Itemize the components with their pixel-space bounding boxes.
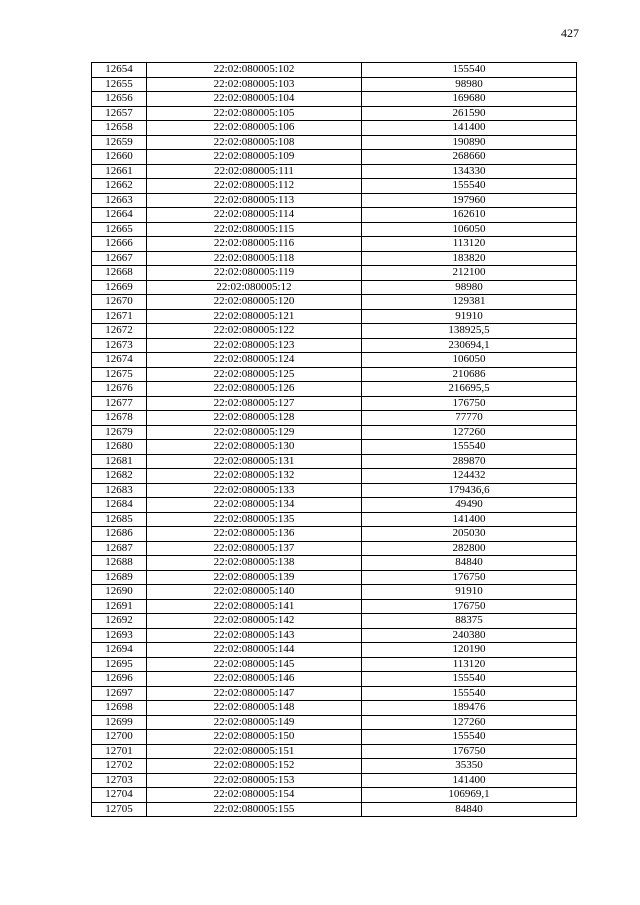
registry-table (91, 62, 577, 817)
value-cell: 98980 (362, 280, 577, 295)
cadastral-number-cell: 22:02:080005:134 (147, 498, 362, 513)
row-number-cell: 12688 (92, 556, 147, 571)
cadastral-number-cell: 22:02:080005:123 (147, 338, 362, 353)
table-row (92, 483, 577, 498)
table-row (92, 324, 577, 339)
table-row (92, 309, 577, 324)
row-number-cell: 12661 (92, 164, 147, 179)
cadastral-number-cell: 22:02:080005:12 (147, 280, 362, 295)
table-row (92, 556, 577, 571)
value-cell: 138925,5 (362, 324, 577, 339)
row-number-cell: 12677 (92, 396, 147, 411)
cadastral-number-cell: 22:02:080005:135 (147, 512, 362, 527)
cadastral-number-cell: 22:02:080005:142 (147, 614, 362, 629)
cadastral-number-cell: 22:02:080005:129 (147, 425, 362, 440)
value-cell: 106050 (362, 222, 577, 237)
value-cell: 155540 (362, 686, 577, 701)
table-row (92, 744, 577, 759)
value-cell: 113120 (362, 237, 577, 252)
value-cell: 106969,1 (362, 788, 577, 803)
cadastral-number-cell: 22:02:080005:125 (147, 367, 362, 382)
table-row (92, 454, 577, 469)
value-cell: 155540 (362, 63, 577, 78)
cadastral-number-cell: 22:02:080005:136 (147, 527, 362, 542)
cadastral-number-cell: 22:02:080005:120 (147, 295, 362, 310)
cadastral-number-cell: 22:02:080005:109 (147, 150, 362, 165)
row-number-cell: 12664 (92, 208, 147, 223)
value-cell: 210686 (362, 367, 577, 382)
value-cell: 141400 (362, 121, 577, 136)
value-cell: 106050 (362, 353, 577, 368)
table-row (92, 715, 577, 730)
cadastral-number-cell: 22:02:080005:106 (147, 121, 362, 136)
cadastral-number-cell: 22:02:080005:128 (147, 411, 362, 426)
row-number-cell: 12690 (92, 585, 147, 600)
table-row (92, 570, 577, 585)
value-cell: 84840 (362, 556, 577, 571)
table-row (92, 469, 577, 484)
table-row (92, 701, 577, 716)
table-row (92, 541, 577, 556)
row-number-cell: 12673 (92, 338, 147, 353)
table-row (92, 193, 577, 208)
cadastral-number-cell: 22:02:080005:151 (147, 744, 362, 759)
value-cell: 127260 (362, 715, 577, 730)
row-number-cell: 12697 (92, 686, 147, 701)
cadastral-number-cell: 22:02:080005:147 (147, 686, 362, 701)
value-cell: 230694,1 (362, 338, 577, 353)
cadastral-number-cell: 22:02:080005:115 (147, 222, 362, 237)
row-number-cell: 12685 (92, 512, 147, 527)
cadastral-number-cell: 22:02:080005:126 (147, 382, 362, 397)
cadastral-number-cell: 22:02:080005:116 (147, 237, 362, 252)
value-cell: 98980 (362, 77, 577, 92)
row-number-cell: 12683 (92, 483, 147, 498)
table-row (92, 628, 577, 643)
cadastral-number-cell: 22:02:080005:139 (147, 570, 362, 585)
table-row (92, 788, 577, 803)
table-row (92, 353, 577, 368)
row-number-cell: 12692 (92, 614, 147, 629)
table-row (92, 759, 577, 774)
table-row (92, 773, 577, 788)
row-number-cell: 12676 (92, 382, 147, 397)
value-cell: 120190 (362, 643, 577, 658)
table-row (92, 164, 577, 179)
row-number-cell: 12681 (92, 454, 147, 469)
row-number-cell: 12682 (92, 469, 147, 484)
row-number-cell: 12680 (92, 440, 147, 455)
registry-table-body (92, 63, 577, 817)
row-number-cell: 12686 (92, 527, 147, 542)
cadastral-number-cell: 22:02:080005:144 (147, 643, 362, 658)
table-row (92, 440, 577, 455)
value-cell: 289870 (362, 454, 577, 469)
row-number-cell: 12678 (92, 411, 147, 426)
table-row (92, 411, 577, 426)
table-row (92, 77, 577, 92)
row-number-cell: 12658 (92, 121, 147, 136)
cadastral-number-cell: 22:02:080005:118 (147, 251, 362, 266)
row-number-cell: 12671 (92, 309, 147, 324)
cadastral-number-cell: 22:02:080005:127 (147, 396, 362, 411)
cadastral-number-cell: 22:02:080005:130 (147, 440, 362, 455)
table-row (92, 237, 577, 252)
table-row (92, 527, 577, 542)
table-row (92, 425, 577, 440)
value-cell: 205030 (362, 527, 577, 542)
value-cell: 91910 (362, 585, 577, 600)
row-number-cell: 12700 (92, 730, 147, 745)
value-cell: 176750 (362, 599, 577, 614)
table-row (92, 585, 577, 600)
value-cell: 134330 (362, 164, 577, 179)
value-cell: 35350 (362, 759, 577, 774)
table-row (92, 106, 577, 121)
value-cell: 183820 (362, 251, 577, 266)
cadastral-number-cell: 22:02:080005:103 (147, 77, 362, 92)
row-number-cell: 12701 (92, 744, 147, 759)
row-number-cell: 12702 (92, 759, 147, 774)
row-number-cell: 12691 (92, 599, 147, 614)
value-cell: 127260 (362, 425, 577, 440)
cadastral-number-cell: 22:02:080005:122 (147, 324, 362, 339)
row-number-cell: 12668 (92, 266, 147, 281)
table-row (92, 63, 577, 78)
value-cell: 212100 (362, 266, 577, 281)
cadastral-number-cell: 22:02:080005:150 (147, 730, 362, 745)
value-cell: 141400 (362, 512, 577, 527)
row-number-cell: 12704 (92, 788, 147, 803)
value-cell: 176750 (362, 396, 577, 411)
value-cell: 240380 (362, 628, 577, 643)
value-cell: 190890 (362, 135, 577, 150)
value-cell: 49490 (362, 498, 577, 513)
row-number-cell: 12694 (92, 643, 147, 658)
table-row (92, 672, 577, 687)
value-cell: 268660 (362, 150, 577, 165)
table-row (92, 802, 577, 817)
value-cell: 113120 (362, 657, 577, 672)
cadastral-number-cell: 22:02:080005:112 (147, 179, 362, 194)
table-row (92, 599, 577, 614)
row-number-cell: 12656 (92, 92, 147, 107)
row-number-cell: 12703 (92, 773, 147, 788)
cadastral-number-cell: 22:02:080005:113 (147, 193, 362, 208)
row-number-cell: 12689 (92, 570, 147, 585)
row-number-cell: 12672 (92, 324, 147, 339)
value-cell: 88375 (362, 614, 577, 629)
row-number-cell: 12705 (92, 802, 147, 817)
cadastral-number-cell: 22:02:080005:152 (147, 759, 362, 774)
table-row (92, 686, 577, 701)
value-cell: 155540 (362, 440, 577, 455)
table-row (92, 657, 577, 672)
value-cell: 141400 (362, 773, 577, 788)
row-number-cell: 12674 (92, 353, 147, 368)
row-number-cell: 12693 (92, 628, 147, 643)
row-number-cell: 12699 (92, 715, 147, 730)
value-cell: 179436,6 (362, 483, 577, 498)
value-cell: 77770 (362, 411, 577, 426)
value-cell: 169680 (362, 92, 577, 107)
cadastral-number-cell: 22:02:080005:133 (147, 483, 362, 498)
value-cell: 261590 (362, 106, 577, 121)
row-number-cell: 12657 (92, 106, 147, 121)
value-cell: 155540 (362, 730, 577, 745)
row-number-cell: 12662 (92, 179, 147, 194)
value-cell: 155540 (362, 179, 577, 194)
row-number-cell: 12669 (92, 280, 147, 295)
cadastral-number-cell: 22:02:080005:148 (147, 701, 362, 716)
page-number: 427 (561, 26, 579, 40)
row-number-cell: 12663 (92, 193, 147, 208)
row-number-cell: 12665 (92, 222, 147, 237)
cadastral-number-cell: 22:02:080005:155 (147, 802, 362, 817)
table-row (92, 251, 577, 266)
cadastral-number-cell: 22:02:080005:146 (147, 672, 362, 687)
table-row (92, 338, 577, 353)
cadastral-number-cell: 22:02:080005:141 (147, 599, 362, 614)
value-cell: 162610 (362, 208, 577, 223)
cadastral-number-cell: 22:02:080005:137 (147, 541, 362, 556)
value-cell: 91910 (362, 309, 577, 324)
cadastral-number-cell: 22:02:080005:121 (147, 309, 362, 324)
cadastral-number-cell: 22:02:080005:124 (147, 353, 362, 368)
value-cell: 216695,5 (362, 382, 577, 397)
row-number-cell: 12655 (92, 77, 147, 92)
row-number-cell: 12695 (92, 657, 147, 672)
cadastral-number-cell: 22:02:080005:111 (147, 164, 362, 179)
table-row (92, 280, 577, 295)
row-number-cell: 12698 (92, 701, 147, 716)
row-number-cell: 12687 (92, 541, 147, 556)
row-number-cell: 12659 (92, 135, 147, 150)
table-row (92, 150, 577, 165)
row-number-cell: 12666 (92, 237, 147, 252)
row-number-cell: 12660 (92, 150, 147, 165)
table-row (92, 614, 577, 629)
value-cell: 155540 (362, 672, 577, 687)
value-cell: 282800 (362, 541, 577, 556)
table-row (92, 208, 577, 223)
table-row (92, 295, 577, 310)
cadastral-number-cell: 22:02:080005:105 (147, 106, 362, 121)
row-number-cell: 12684 (92, 498, 147, 513)
table-row (92, 367, 577, 382)
table-row (92, 382, 577, 397)
cadastral-number-cell: 22:02:080005:132 (147, 469, 362, 484)
table-row (92, 179, 577, 194)
value-cell: 124432 (362, 469, 577, 484)
row-number-cell: 12675 (92, 367, 147, 382)
row-number-cell: 12696 (92, 672, 147, 687)
table-row (92, 643, 577, 658)
table-row (92, 121, 577, 136)
cadastral-number-cell: 22:02:080005:154 (147, 788, 362, 803)
cadastral-number-cell: 22:02:080005:114 (147, 208, 362, 223)
value-cell: 176750 (362, 744, 577, 759)
cadastral-number-cell: 22:02:080005:143 (147, 628, 362, 643)
table-row (92, 396, 577, 411)
table-row (92, 92, 577, 107)
row-number-cell: 12679 (92, 425, 147, 440)
cadastral-number-cell: 22:02:080005:149 (147, 715, 362, 730)
cadastral-number-cell: 22:02:080005:108 (147, 135, 362, 150)
table-row (92, 512, 577, 527)
cadastral-number-cell: 22:02:080005:102 (147, 63, 362, 78)
value-cell: 176750 (362, 570, 577, 585)
cadastral-number-cell: 22:02:080005:145 (147, 657, 362, 672)
cadastral-number-cell: 22:02:080005:104 (147, 92, 362, 107)
value-cell: 84840 (362, 802, 577, 817)
table-row (92, 222, 577, 237)
table-row (92, 266, 577, 281)
table-row (92, 135, 577, 150)
cadastral-number-cell: 22:02:080005:138 (147, 556, 362, 571)
cadastral-number-cell: 22:02:080005:140 (147, 585, 362, 600)
table-row (92, 730, 577, 745)
table-row (92, 498, 577, 513)
value-cell: 197960 (362, 193, 577, 208)
value-cell: 129381 (362, 295, 577, 310)
row-number-cell: 12654 (92, 63, 147, 78)
row-number-cell: 12667 (92, 251, 147, 266)
cadastral-number-cell: 22:02:080005:131 (147, 454, 362, 469)
row-number-cell: 12670 (92, 295, 147, 310)
cadastral-number-cell: 22:02:080005:153 (147, 773, 362, 788)
cadastral-number-cell: 22:02:080005:119 (147, 266, 362, 281)
value-cell: 189476 (362, 701, 577, 716)
